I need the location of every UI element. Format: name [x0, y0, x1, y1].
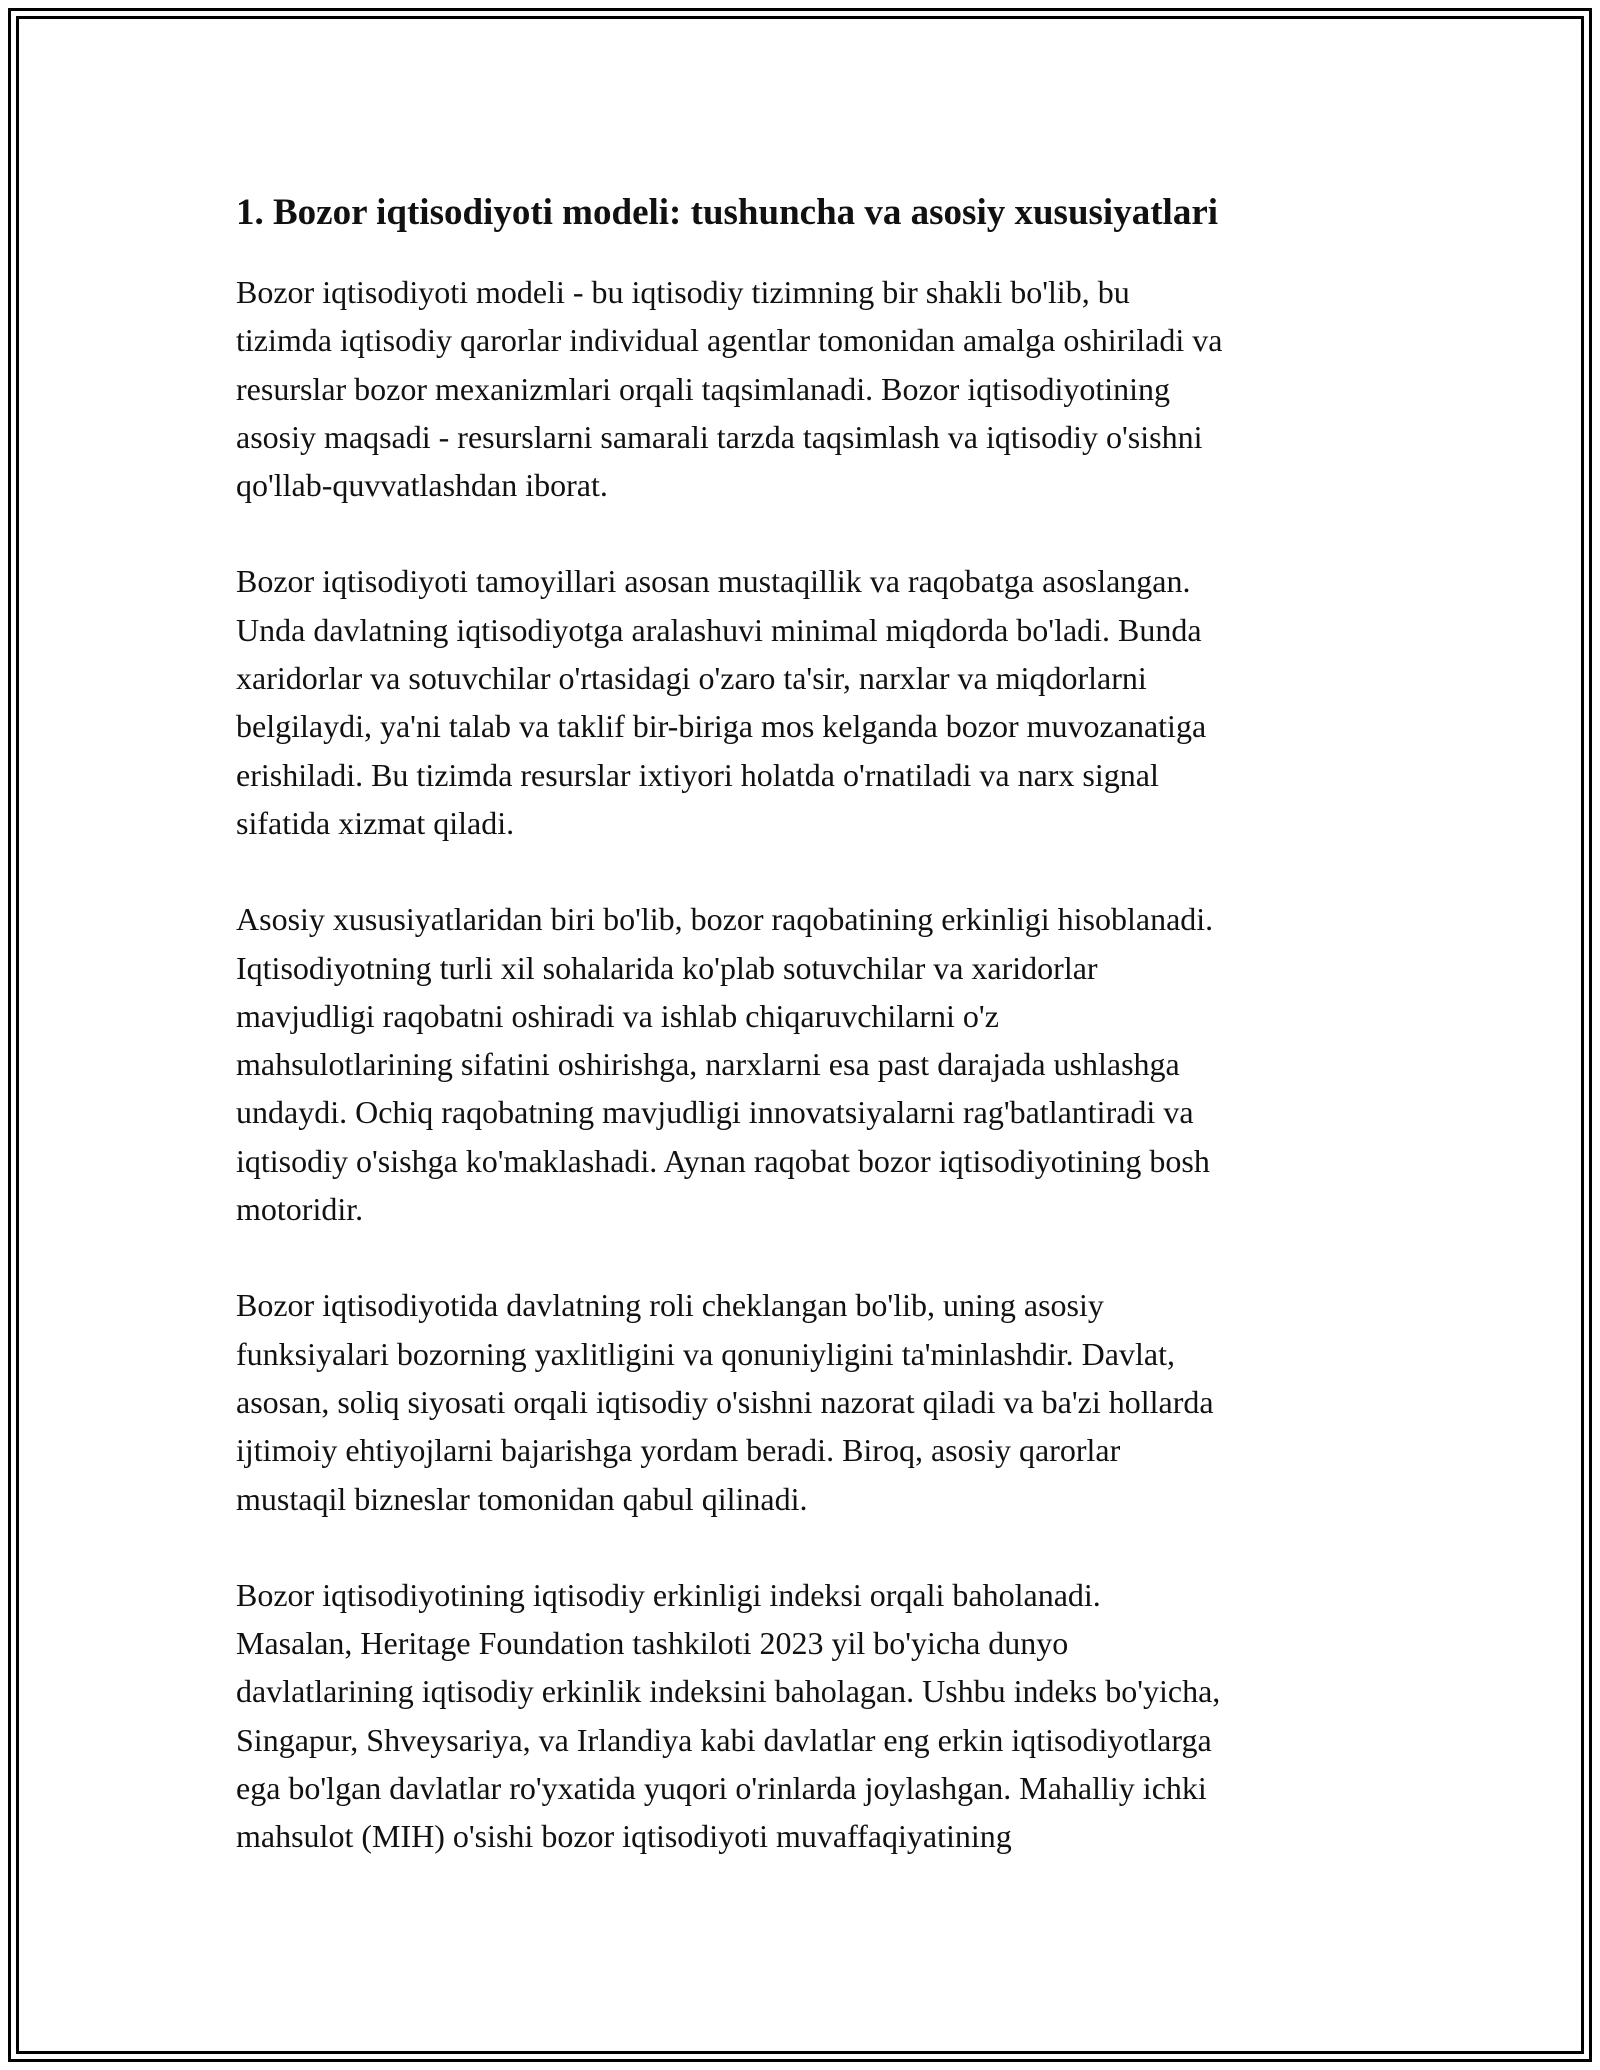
paragraph-4: Bozor iqtisodiyotida davlatning roli cheklangan bo'lib, uning asosiy funksiyalari bozorning yaxlitligini va qonuniyligini ta'minlashdir. Davlat, asosan, soliq siyosati orqali iqtisodiy o'sishni nazorat qiladi va ba'zi hollarda ijtimoiy ehtiyojlarni bajarishga yordam beradi. Biroq, asosiy qarorlar mustaqil bizneslar tomonidan qabul qilinadi. — [236, 1287, 1214, 1517]
document-body — [236, 188, 1376, 1909]
paragraph-3: Asosiy xususiyatlaridan biri bo'lib, bozor raqobatining erkinligi hisoblanadi. Iqtisodiyotning turli xil sohalarida ko'plab sotuvchilar va xaridorlar mavjudligi raqobatni oshiradi va ishlab chiqaruvchilarni o'z mahsulotlarining sifatini oshirishga, narxlarni esa past darajada ushlashga undaydi. Ochiq raqobatning mavjudligi innovatsiyalarni rag'batlantiradi va iqtisodiy o'sishga ko'maklashadi. Aynan raqobat bozor iqtisodiyotining bosh motoridir. — [236, 901, 1214, 1228]
paragraph-5: Bozor iqtisodiyotining iqtisodiy erkinligi indeksi orqali baholanadi. Masalan, Heritage Foundation tashkiloti 2023 yil bo'yicha dunyo davlatlarining iqtisodiy erkinlik indeksini baholagan. Ushbu indeks bo'yicha, Singapur, Shveysariya, va Irlandiya kabi davlatlar eng erkin iqtisodiyotlarga ega bo'lgan davlatlar ro'yxatida yuqori o'rinlarda joylashgan. Mahalliy ichki mahsulot (MIH) o'sishi bozor iqtisodiyoti muvaffaqiyatining — [236, 1576, 1221, 1855]
paragraph-1: Bozor iqtisodiyoti modeli - bu iqtisodiy tizimning bir shakli bo'lib, bu tizimda iqtisodiy qarorlar individual agentlar tomonidan amalga oshiriladi va resurslar bozor mexanizmlari orqali taqsimlanadi. Bozor iqtisodiyotining asosiy maqsadi - resurslarni samarali tarzda taqsimlash va iqtisodiy o'sishni qo'llab-quvvatlashdan iborat. — [236, 274, 1223, 504]
paragraph-2: Bozor iqtisodiyoti tamoyillari asosan mustaqillik va raqobatga asoslangan. Unda davlatning iqtisodiyotga aralashuvi minimal miqdorda bo'ladi. Bunda xaridorlar va sotuvchilar o'rtasidagi o'zaro ta'sir, narxlar va miqdorlarni belgilaydi, ya'ni talab va taklif bir-biriga mos kelganda bozor muvozanatiga erishiladi. Bu tizimda resurslar ixtiyori holatda o'rnatiladi va narx signal sifatida xizmat qiladi. — [236, 563, 1207, 841]
section-title: 1. Bozor iqtisodiyoti modeli: tushuncha va asosiy xususiyatlari — [236, 192, 1219, 233]
